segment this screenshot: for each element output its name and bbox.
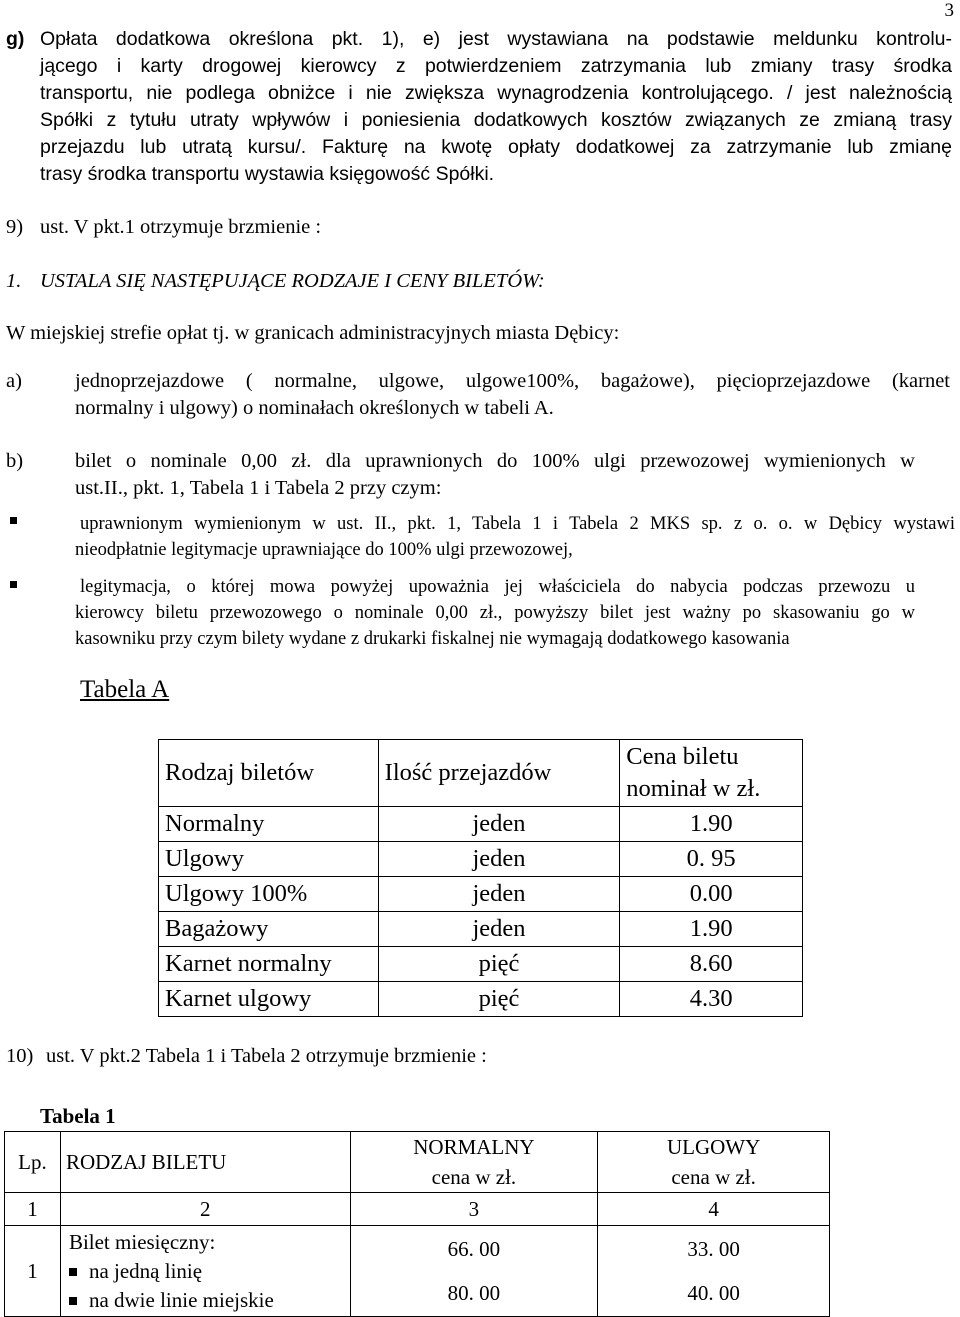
- price-value: 40. 00: [687, 1281, 740, 1305]
- item-10-label: 10): [6, 1045, 34, 1067]
- table-row: [159, 877, 803, 912]
- header-cena: cena w zł.: [431, 1165, 517, 1189]
- section-g-line: przejazdu lub utratą kursu/. Fakturę na kwotę opłaty dodatkowej za zatrzymanie lub zmianę: [40, 136, 952, 158]
- heading-1-label: 1.: [6, 270, 22, 292]
- table-header-cell: [598, 1132, 830, 1193]
- item-b-line: ust.II., pkt. 1, Tabela 1 i Tabela 2 przy czym:: [75, 477, 442, 499]
- list-item-label: na dwie linie miejskie: [88, 1287, 274, 1312]
- table-cell: [60, 1226, 350, 1317]
- table-cell: Bagażowy: [159, 912, 379, 947]
- item-a-label: a): [6, 370, 22, 392]
- tabela-1-title: Tabela 1: [40, 1104, 116, 1128]
- table-cell: 2: [60, 1193, 350, 1226]
- table-cell: 4: [598, 1193, 830, 1226]
- list-item: [69, 1286, 350, 1315]
- header-ulgowy: ULGOWY: [666, 1135, 761, 1159]
- tabela-a-title: Tabela A: [80, 676, 170, 703]
- item-a-text: [75, 368, 950, 422]
- item-a-line: normalny i ulgowy) o nominałach określonych w tabeli A.: [75, 397, 554, 419]
- table-cell: [350, 1226, 598, 1317]
- table-row: [159, 947, 803, 982]
- header-price-line: nominał w zł.: [626, 775, 761, 802]
- table-cell: Normalny: [159, 807, 379, 842]
- table-cell: 8.60: [620, 947, 803, 982]
- price-value: 66. 00: [447, 1237, 501, 1261]
- row-title: Bilet miesięczny:: [68, 1229, 216, 1254]
- tabela-1: [4, 1131, 830, 1317]
- table-header-row: [5, 1132, 830, 1193]
- item-10-text: ust. V pkt.2 Tabela 1 i Tabela 2 otrzymuje brzmienie :: [46, 1045, 487, 1067]
- table-cell: 1.90: [620, 912, 803, 947]
- table-cell: 0.00: [620, 877, 803, 912]
- table-cell: jeden: [378, 842, 620, 877]
- table-cell: 3: [350, 1193, 598, 1226]
- table-cell: [598, 1226, 830, 1317]
- item-b-line: bilet o nominale 0,00 zł. dla uprawnionych do 100% ulgi przewozowej wymienionych w: [75, 450, 915, 472]
- table-cell: 0. 95: [620, 842, 803, 877]
- table-header-cell: Ilość przejazdów: [378, 740, 620, 807]
- table-cell: pięć: [378, 982, 620, 1017]
- table-row: [159, 982, 803, 1017]
- square-bullet-icon: [69, 1297, 77, 1305]
- bullet-2-text: [75, 574, 915, 652]
- table-header-cell: [620, 740, 803, 807]
- price-value: 33. 00: [687, 1237, 740, 1261]
- bullet-2-line: kierowcy biletu przewozowego o nominale 0,00 zł., powyższy bilet jest ważny po skasowaniu go w: [75, 603, 915, 623]
- section-g-line: Opłata dodatkowa określona pkt. 1), e) jest wystawiana na podstawie meldunku kontrolu-: [40, 28, 952, 50]
- header-cena: cena w zł.: [671, 1165, 756, 1189]
- header-price-line: Cena biletu: [626, 743, 739, 770]
- section-g-line: transportu, nie podlega obniżce i nie zwiększa wynagrodzenia kontrolującego. / jest należnością: [40, 82, 952, 104]
- item-9-label: 9): [6, 216, 24, 238]
- square-bullet-icon: [10, 581, 17, 588]
- section-g-line: Spółki z tytułu utraty wpływów i poniesienia dodatkowych kosztów związanych ze zmianą trasy: [40, 109, 952, 131]
- bullet-1-text: [75, 511, 955, 563]
- table-header-cell: Rodzaj biletów: [159, 740, 379, 807]
- price-value: 80. 00: [447, 1281, 501, 1305]
- table-cell: 1: [5, 1193, 61, 1226]
- table-cell: 1.90: [620, 807, 803, 842]
- table-cell: jeden: [378, 877, 620, 912]
- table-row: [159, 807, 803, 842]
- heading-1-text: USTALA SIĘ NASTĘPUJĄCE RODZAJE I CENY BILETÓW:: [40, 270, 545, 292]
- table-row: [159, 842, 803, 877]
- table-header-cell: [350, 1132, 598, 1193]
- table-cell: Karnet ulgowy: [159, 982, 379, 1017]
- bullet-2-line: legitymacja, o której mowa powyżej upoważnia jej właściciela do nabycia podczas przewozu u: [80, 577, 915, 597]
- table-number-row: [5, 1193, 830, 1226]
- table-cell: Ulgowy: [159, 842, 379, 877]
- tabela-a: [158, 739, 803, 1017]
- table-row: [5, 1226, 830, 1317]
- square-bullet-icon: [69, 1268, 77, 1276]
- table-cell: jeden: [378, 807, 620, 842]
- item-b-text: [75, 448, 915, 502]
- section-g-label: g): [6, 28, 25, 50]
- table-cell: Karnet normalny: [159, 947, 379, 982]
- table-header-cell: RODZAJ BILETU: [60, 1132, 350, 1193]
- list-item: [69, 1257, 350, 1286]
- page-number: 3: [944, 0, 954, 21]
- bullet-1-line: uprawnionym wymienionym w ust. II., pkt. 1, Tabela 1 i Tabela 2 MKS sp. z o. o. w Dębicy wystawi: [80, 514, 955, 534]
- table-cell: pięć: [378, 947, 620, 982]
- section-g-text: [40, 26, 952, 188]
- item-a-line: jednoprzejazdowe ( normalne, ulgowe, ulgowe100%, bagażowe), pięcioprzejazdowe (karnet: [75, 370, 950, 392]
- zone-text: W miejskiej strefie opłat tj. w granicach administracyjnych miasta Dębicy:: [6, 322, 620, 344]
- bullet-1-line: nieodpłatnie legitymacje uprawniające do 100% ulgi przewozowej,: [75, 540, 573, 560]
- table-cell: Ulgowy 100%: [159, 877, 379, 912]
- table-header-cell: Lp.: [5, 1132, 61, 1193]
- table-header-row: [159, 740, 803, 807]
- header-normalny: NORMALNY: [413, 1135, 535, 1159]
- section-g-line: jącego i karty drogowej kierowcy z potwierdzeniem zatrzymania lub zmiany trasy środka: [40, 55, 952, 77]
- section-g-line: trasy środka transportu wystawia księgowość Spółki.: [40, 163, 495, 185]
- table-row: [159, 912, 803, 947]
- bullet-2-line: kasowniku przy czym bilety wydane z drukarki fiskalnej nie wymagają dodatkowego kasowania: [75, 629, 790, 649]
- item-9-text: ust. V pkt.1 otrzymuje brzmienie :: [40, 216, 322, 238]
- table-cell: 4.30: [620, 982, 803, 1017]
- list-item-label: na jedną linię: [88, 1258, 203, 1283]
- square-bullet-icon: [10, 517, 17, 524]
- table-cell: 1: [5, 1226, 61, 1317]
- table-cell: jeden: [378, 912, 620, 947]
- item-b-label: b): [6, 450, 24, 472]
